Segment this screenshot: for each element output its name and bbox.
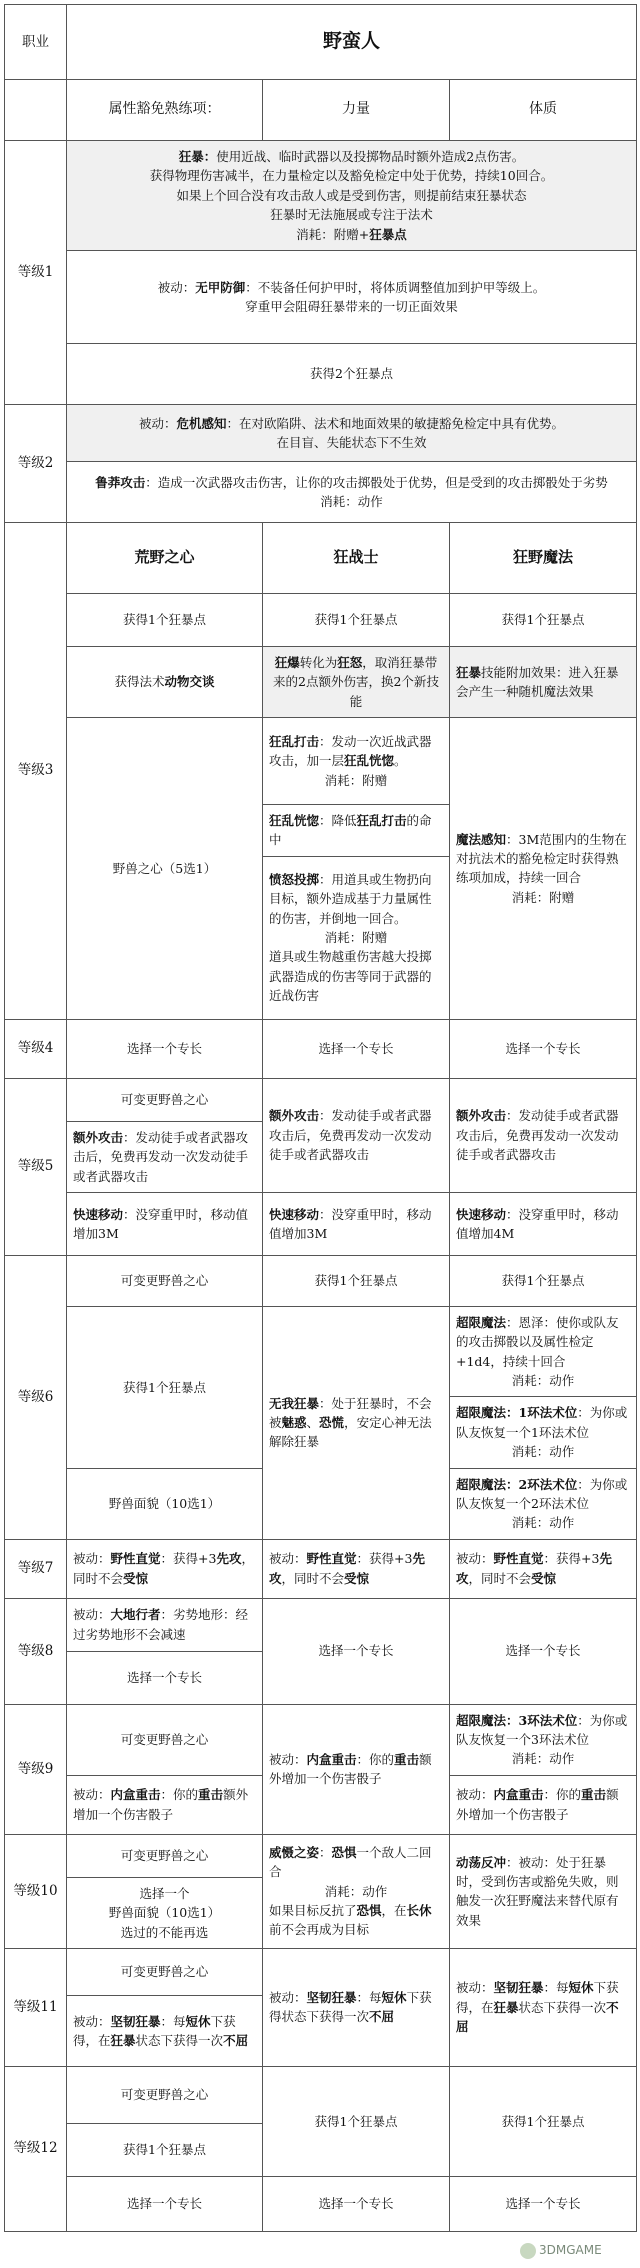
l12-a-feat: 选择一个专长 — [67, 2176, 263, 2231]
l7-b-title: 野性直觉 — [306, 1551, 357, 1567]
l6-c-over2-bold: ：1环法术位 — [506, 1405, 578, 1421]
l9-c-over-l1: ：为你或队友恢复一个3环法术位 — [456, 1712, 628, 1747]
subclass-wildheart: 荒野之心 — [67, 522, 263, 593]
l5-a-fast — [67, 1192, 263, 1255]
l11-b-rest2: 下获得 — [269, 1990, 432, 2025]
l3-a-speak — [67, 646, 263, 717]
level-3: 等级3 — [5, 522, 67, 1019]
l3-b-throw — [263, 856, 450, 1019]
l6-c-over3-cost: 消耗：动作 — [511, 1515, 575, 1531]
l12-b-gain: 获得1个狂暴点 — [263, 2066, 450, 2176]
danger-line2: 在目盲、失能状态下不生效 — [276, 434, 427, 450]
l11-c-rest1: ：每 — [543, 1980, 569, 1996]
header-row — [5, 5, 637, 80]
gain-2-rage: 获得2个狂暴点 — [67, 343, 637, 404]
level-9: 等级9 — [5, 1704, 67, 1834]
level1-unarmored-row — [5, 250, 637, 343]
l3-b-trance-l1: ：降低 — [319, 813, 357, 828]
watermark — [520, 2238, 630, 2262]
rage-line4: 狂暴时无法施展或专注于法术 — [270, 207, 433, 223]
level3-gain-row — [5, 593, 637, 646]
l3-a-speak-pre: 获得法术 — [114, 674, 165, 690]
l8-a-rest1: ：劣势地形 — [160, 1607, 224, 1623]
l5-c-extra — [450, 1078, 637, 1192]
level-8: 等级8 — [5, 1598, 67, 1704]
l7-c-rest2: ，同时不会 — [468, 1570, 532, 1586]
subclass-header-row — [5, 522, 637, 593]
l7-b-pre: 被动： — [269, 1551, 307, 1567]
unarmored-line1: ：不装备任何护甲时，将体质调整值加到护甲等级上。 — [245, 279, 546, 295]
l7-a-rest1: ：获得+3 — [160, 1551, 217, 1567]
l11-a-rage: 狂暴 — [110, 2032, 136, 2048]
l7-a-first: 先攻 — [216, 1551, 242, 1567]
level4-row — [5, 1019, 637, 1078]
reckless-cost: 消耗：动作 — [320, 493, 383, 509]
l3-c-magic — [450, 646, 637, 717]
level-12: 等级12 — [5, 2066, 67, 2231]
l11-b-unyield: 不屈 — [369, 2009, 395, 2025]
reckless-line1: ：造成一次武器攻击伤害，让你的攻击掷骰处于优势，但是受到的攻击掷骰处于劣势 — [145, 474, 608, 490]
watermark-logo-icon — [520, 2243, 536, 2259]
l10-b-intim-cost: 消耗：动作 — [324, 1883, 388, 1899]
l10-b-intim-l4: 前不会再成为目标 — [269, 1922, 370, 1938]
level8-row1 — [5, 1598, 637, 1651]
attr-label: 属性豁免熟练项： — [67, 80, 263, 141]
level9-row1 — [5, 1704, 637, 1775]
l11-c-short: 短休 — [568, 1980, 594, 1996]
l9-c-over-bold: ：3环法术位 — [506, 1712, 578, 1728]
l9-c-over-cost: 消耗：动作 — [511, 1751, 575, 1767]
l8-a-feat: 选择一个专长 — [67, 1651, 263, 1704]
l6-c-over3-bold: ：2环法术位 — [506, 1476, 578, 1492]
l3-b-trance-bold: 狂乱打击 — [356, 813, 407, 828]
l12-a-gain: 获得1个狂暴点 — [67, 2123, 263, 2176]
l10-a-face — [67, 1877, 263, 1948]
l9-c-over — [450, 1704, 637, 1775]
l3-b-strike-bold: 狂乱恍惚 — [344, 753, 395, 769]
l3-b-trance — [263, 805, 450, 857]
l3-c-sense — [450, 718, 637, 1020]
l11-a-unyield: 不屈 — [223, 2032, 249, 2048]
l3-a-gain: 获得1个狂暴点 — [67, 593, 263, 646]
l6-c-over3-title: 超限魔法 — [456, 1476, 507, 1492]
l10-a-note: 选过的不能再选 — [120, 1924, 209, 1940]
level-1: 等级1 — [5, 141, 67, 405]
rage-line2: 获得物理伤害减半，在力量检定以及豁免检定中处于优势，持续10回合。 — [149, 168, 554, 184]
l12-a-change: 可变更野兽之心 — [67, 2066, 263, 2123]
l7-c-pre: 被动： — [456, 1551, 494, 1567]
l6-b-unstop — [263, 1306, 450, 1539]
l8-a-pre: 被动： — [73, 1607, 111, 1623]
l9-a-brutal — [67, 1775, 263, 1834]
l10-a-change: 可变更野兽之心 — [67, 1834, 263, 1877]
l6-a-change: 可变更野兽之心 — [67, 1255, 263, 1306]
level2-danger-row — [5, 404, 637, 461]
l3-b-strike-end: 。 — [394, 753, 407, 769]
level5-fast-row — [5, 1192, 637, 1255]
l9-a-title: 内盒重击 — [110, 1787, 161, 1803]
l6-c-over1-cost: 消耗：动作 — [511, 1373, 575, 1388]
l3-c-magic-rest: 技能附加效果：进入狂暴会产生一种随机魔法效果 — [456, 664, 619, 699]
level-10: 等级10 — [5, 1834, 67, 1948]
l8-c-feat: 选择一个专长 — [450, 1598, 637, 1704]
l11-b-pre: 被动： — [269, 1990, 307, 2005]
l5-a-extra — [67, 1121, 263, 1192]
l10-c-backlash — [450, 1834, 637, 1948]
l11-b-rest4: 状态下获得一次 — [281, 2009, 370, 2025]
l7-a-surprise: 受惊 — [123, 1570, 149, 1586]
l6-c-over2-title: 超限魔法 — [456, 1405, 507, 1421]
l5-b-extra-title: 额外攻击 — [269, 1108, 320, 1124]
l9-a-l2: 额外增加一个伤害骰子 — [73, 1787, 249, 1822]
l9-b-l1: ：你的 — [356, 1751, 395, 1767]
danger-pre: 被动： — [138, 415, 177, 431]
rage-line3: 如果上个回合没有攻击敌人或是受到伤害，则提前结束狂暴状态 — [176, 187, 527, 203]
l4-b-feat: 选择一个专长 — [263, 1019, 450, 1078]
l3-b-strike-title: 狂乱打击 — [269, 733, 320, 749]
level7-row — [5, 1539, 637, 1598]
l6-b-unstop-l2: ，安定心神无法解除狂暴 — [269, 1415, 432, 1450]
level-11: 等级11 — [5, 1948, 67, 2066]
l10-b-intim-bold2: 恐惧 — [356, 1903, 382, 1918]
level-2: 等级2 — [5, 404, 67, 522]
l10-b-intim-title: 威慑之姿 — [269, 1844, 320, 1860]
l5-b-fast — [263, 1192, 450, 1255]
l9-a-bold: 重击 — [198, 1787, 224, 1803]
l5-b-extra — [263, 1078, 450, 1192]
l5-c-extra-title: 额外攻击 — [456, 1108, 507, 1124]
l6-a-face: 野兽面貌（10选1） — [67, 1468, 263, 1539]
l11-b-short: 短休 — [381, 1990, 407, 2005]
l3-b-strike-cost: 消耗：附赠 — [324, 772, 388, 788]
l12-b-feat: 选择一个专长 — [263, 2176, 450, 2231]
l11-c-pre: 被动： — [456, 1980, 494, 1996]
l7-a-pre: 被动： — [73, 1551, 111, 1567]
unarmored-cell — [67, 250, 637, 343]
l7-a — [67, 1539, 263, 1598]
attr-row — [5, 80, 637, 141]
l3-b-throw-l2: 道具或生物越重伤害越大投掷武器造成的伤害等同于武器的近战伤害 — [269, 949, 432, 1004]
level-6: 等级6 — [5, 1255, 67, 1539]
watermark-text: 3DMGAME — [539, 2243, 602, 2257]
l8-a-rest2: ：经过劣势地形不会减速 — [73, 1607, 249, 1642]
l3-b-frenzy — [263, 646, 450, 717]
l7-b — [263, 1539, 450, 1598]
l9-a-l1: ：你的 — [160, 1787, 199, 1803]
l10-b-intim — [263, 1834, 450, 1948]
l3-b-frenzy-m1: 转化为 — [299, 654, 338, 670]
attr-strength: 力量 — [263, 80, 450, 141]
l11-a-short: 短休 — [185, 2013, 211, 2029]
l3-b-frenzy-rest: ，取消狂暴带来的2点额外伤害，换2个新技能 — [273, 654, 439, 709]
level2-reckless-row — [5, 461, 637, 522]
l5-a-fast-title: 快速移动 — [73, 1206, 124, 1222]
l11-c-rest2: 下获得 — [456, 1980, 619, 2015]
l5-c-extra-l1: ：发动徒手或者武器攻击后，免费再发动一次发动徒手或者武器攻击 — [456, 1108, 619, 1162]
l10-b-intim-bold3: 长休 — [406, 1903, 432, 1918]
rage-cost-bold: 狂暴点 — [369, 226, 407, 242]
l10-b-intim-l2: 如果目标反抗了 — [269, 1903, 357, 1918]
l6-b-unstop-l1: ：处于狂暴时，不会被 — [269, 1395, 432, 1431]
l11-c-rest4: 状态下获得一次 — [518, 1999, 607, 2015]
l7-c-rest1: ：获得+3 — [543, 1551, 600, 1567]
l9-a-change: 可变更野兽之心 — [67, 1704, 263, 1775]
l6-a-gain: 获得1个狂暴点 — [67, 1306, 263, 1468]
l9-b-title: 内盒重击 — [306, 1751, 357, 1767]
l11-c-rage: 狂暴 — [493, 1999, 519, 2015]
l5-c-fast-l1: ：没穿重甲时，移动值增加4M — [456, 1206, 619, 1241]
l6-b-unstop-m: 、 — [306, 1415, 320, 1431]
level3-feature-row — [5, 646, 637, 717]
reckless-cell — [67, 461, 637, 522]
l5-b-fast-title: 快速移动 — [269, 1206, 320, 1222]
l3-c-gain: 获得1个狂暴点 — [450, 593, 637, 646]
level12-row1 — [5, 2066, 637, 2123]
l11-a-pre: 被动： — [73, 2013, 111, 2029]
subclass-wildmagic: 狂野魔法 — [450, 522, 637, 593]
l7-b-surprise: 受惊 — [344, 1570, 370, 1586]
l9-a-pre: 被动： — [73, 1787, 111, 1803]
l9-b-pre: 被动： — [269, 1751, 307, 1767]
attr-blank — [5, 80, 67, 141]
l3-c-sense-title: 魔法感知 — [456, 831, 507, 847]
l10-b-intim-l1: 一个敌人二回合 — [269, 1844, 432, 1880]
l10-a-choose: 选择一个 — [139, 1885, 190, 1901]
level-4: 等级4 — [5, 1019, 67, 1078]
l11-b-relentless — [263, 1948, 450, 2066]
l10-a-face-label: 野兽面貌（10选1） — [108, 1905, 221, 1921]
l7-c — [450, 1539, 637, 1598]
l9-c-over-title: 超限魔法 — [456, 1712, 507, 1728]
l6-c-over3-l1: ：为你或队友恢复一个2环法术位 — [456, 1476, 628, 1511]
l6-b-gain: 获得1个狂暴点 — [263, 1255, 450, 1306]
l6-c-over2 — [450, 1397, 637, 1468]
l11-a-rest4: 状态下获得一次 — [135, 2032, 224, 2048]
l10-b-intim-l3: ，在 — [381, 1903, 407, 1918]
l11-a-title: 坚韧狂暴 — [110, 2013, 161, 2029]
level12-row3 — [5, 2176, 637, 2231]
l3-b-strike — [263, 718, 450, 805]
l11-a-rest3: ，在 — [85, 2032, 111, 2048]
unarmored-title: 无甲防御 — [195, 279, 246, 295]
l3-b-trance-end: 的命中 — [269, 813, 432, 848]
l3-b-trance-title: 狂乱恍惚 — [269, 813, 320, 828]
rage-line1: 使用近战、临时武器以及投掷物品时额外造成2点伤害。 — [216, 149, 525, 164]
l7-c-surprise: 受惊 — [531, 1570, 557, 1586]
l8-a-title: 大地行者 — [110, 1607, 161, 1623]
level5-change-row — [5, 1078, 637, 1121]
l5-c-fast — [450, 1192, 637, 1255]
unarmored-line2: 穿重甲会阻碍狂暴带来的一切正面效果 — [245, 298, 458, 314]
l5-a-extra-l1: ：发动徒手或者武器攻击后，免费再发动一次发动徒手或者武器攻击 — [73, 1129, 249, 1184]
l8-a-stride — [67, 1598, 263, 1651]
l6-c-gain: 获得1个狂暴点 — [450, 1255, 637, 1306]
level11-row1 — [5, 1948, 637, 1995]
level-5: 等级5 — [5, 1078, 67, 1255]
l3-b-gain: 获得1个狂暴点 — [263, 593, 450, 646]
l9-c-brutal — [450, 1775, 637, 1834]
level10-row1 — [5, 1834, 637, 1877]
danger-line1: ：在对欧陷阱、法术和地面效果的敏捷豁免检定中具有优势。 — [226, 415, 565, 431]
l9-b-bold: 重击 — [394, 1751, 420, 1767]
l7-c-first: 先攻 — [456, 1551, 612, 1586]
l7-a-title: 野性直觉 — [110, 1551, 161, 1567]
l6-c-over3 — [450, 1468, 637, 1539]
l6-c-over2-l1: ：为你或队友恢复一个1环法术位 — [456, 1405, 628, 1440]
l3-c-sense-cost: 消耗：附赠 — [511, 889, 575, 905]
l11-a-change: 可变更野兽之心 — [67, 1948, 263, 1995]
l11-b-rest1: ：每 — [356, 1990, 382, 2005]
l7-a-rest2: ，同时不会 — [73, 1551, 254, 1586]
l3-a-speak-bold: 动物交谈 — [164, 674, 215, 690]
l9-c-title: 内盒重击 — [493, 1787, 544, 1803]
level1-gain-row — [5, 343, 637, 404]
l11-b-title: 坚韧狂暴 — [306, 1990, 357, 2005]
l10-c-title: 动荡反冲 — [456, 1854, 507, 1870]
l4-a-feat: 选择一个专长 — [67, 1019, 263, 1078]
l12-c-feat: 选择一个专长 — [450, 2176, 637, 2231]
l3-b-frenzy-b2: 狂怒 — [337, 654, 363, 670]
l6-c-over2-cost: 消耗：动作 — [511, 1444, 575, 1460]
l3-b-throw-l1: ：用道具或生物扔向目标，额外造成基于力量属性的伤害，并倒地一回合。 — [269, 871, 432, 926]
l6-c-over1 — [450, 1306, 637, 1397]
level6-row1 — [5, 1255, 637, 1306]
l7-c-title: 野性直觉 — [493, 1551, 544, 1567]
l9-b-l2: 额外增加一个伤害骰子 — [269, 1751, 432, 1787]
l6-b-unstop-b2: 恐慌 — [319, 1415, 345, 1431]
rage-title: 狂暴： — [178, 149, 217, 164]
l9-c-l1: ：你的 — [543, 1787, 582, 1803]
level3-strike-row — [5, 718, 637, 805]
l11-a-rest1: ：每 — [160, 2013, 186, 2029]
l3-b-throw-cost: 消耗：附赠 — [324, 930, 388, 946]
l7-b-rest2: ，同时不会 — [281, 1570, 345, 1586]
rage-cost: 消耗：附赠+ — [296, 226, 370, 242]
l8-b-feat: 选择一个专长 — [263, 1598, 450, 1704]
l5-a-change: 可变更野兽之心 — [67, 1078, 263, 1121]
barbarian-class-table — [4, 4, 637, 2232]
l3-a-heart: 野兽之心（5选1） — [67, 718, 263, 1020]
l6-b-unstop-b1: 魅惑 — [281, 1415, 307, 1431]
reckless-title: 鲁莽攻击 — [95, 474, 146, 490]
l11-c-rest3: ，在 — [468, 1999, 494, 2015]
level-7: 等级7 — [5, 1539, 67, 1598]
l7-b-first: 先攻 — [269, 1551, 425, 1586]
level1-rage-row — [5, 141, 637, 251]
l5-a-extra-title: 额外攻击 — [73, 1129, 124, 1145]
l6-b-unstop-title: 无我狂暴 — [269, 1395, 320, 1411]
l3-c-magic-bold: 狂暴 — [456, 664, 482, 680]
l6-c-over1-title: 超限魔法 — [456, 1314, 507, 1330]
l5-a-fast-l1: ：没穿重甲时，移动值增加3M — [73, 1206, 249, 1241]
l11-c-relentless — [450, 1948, 637, 2066]
job-name: 野蛮人 — [67, 5, 637, 80]
l3-c-sense-l1: ：3M范围内的生物在对抗法术的豁免检定时获得熟练项加成，持续一回合 — [456, 831, 627, 886]
l9-b-brutal — [263, 1704, 450, 1834]
l7-b-rest1: ：获得+3 — [356, 1551, 413, 1567]
l5-b-fast-l1: ：没穿重甲时，移动值增加3M — [269, 1206, 432, 1241]
l12-c-gain: 获得1个狂暴点 — [450, 2066, 637, 2176]
l11-c-title: 坚韧狂暴 — [493, 1980, 544, 1996]
l6-c-over1-l1: ：恩泽：使你或队友的攻击掷骰以及属性检定+1d4，持续十回合 — [456, 1314, 619, 1369]
l5-c-fast-title: 快速移动 — [456, 1206, 507, 1222]
subclass-berserker: 狂战士 — [263, 522, 450, 593]
l11-a-rest2: 下获得 — [73, 2013, 236, 2048]
l9-c-l2: 额外增加一个伤害骰子 — [456, 1787, 619, 1822]
l9-c-bold: 重击 — [581, 1787, 607, 1803]
rage-cell — [67, 141, 637, 251]
level6-row2 — [5, 1306, 637, 1397]
l11-a-relentless — [67, 1995, 263, 2066]
l3-b-throw-title: 愤怒投掷 — [269, 871, 320, 887]
l9-c-pre: 被动： — [456, 1787, 494, 1803]
l3-b-frenzy-b1: 狂爆 — [274, 654, 300, 670]
l11-c-unyield: 不屈 — [456, 1999, 619, 2035]
l5-b-extra-l1: ：发动徒手或者武器攻击后，免费再发动一次发动徒手或者武器攻击 — [269, 1108, 432, 1162]
job-label: 职业 — [5, 5, 67, 80]
l10-b-intim-m: ： — [319, 1844, 332, 1860]
l4-c-feat: 选择一个专长 — [450, 1019, 637, 1078]
l10-b-intim-bold: 恐惧 — [331, 1844, 357, 1860]
danger-sense-cell — [67, 404, 637, 461]
danger-title: 危机感知 — [176, 415, 227, 431]
l3-b-strike-l1: ：发动一次近战武器攻击，加一层 — [269, 733, 432, 769]
unarmored-pre: 被动： — [157, 279, 196, 295]
attr-constitution: 体质 — [450, 80, 637, 141]
l10-c-l1: ：被动：处于狂暴时，受到伤害或豁免失败，则触发一次狂野魔法来替代原有效果 — [456, 1854, 619, 1928]
